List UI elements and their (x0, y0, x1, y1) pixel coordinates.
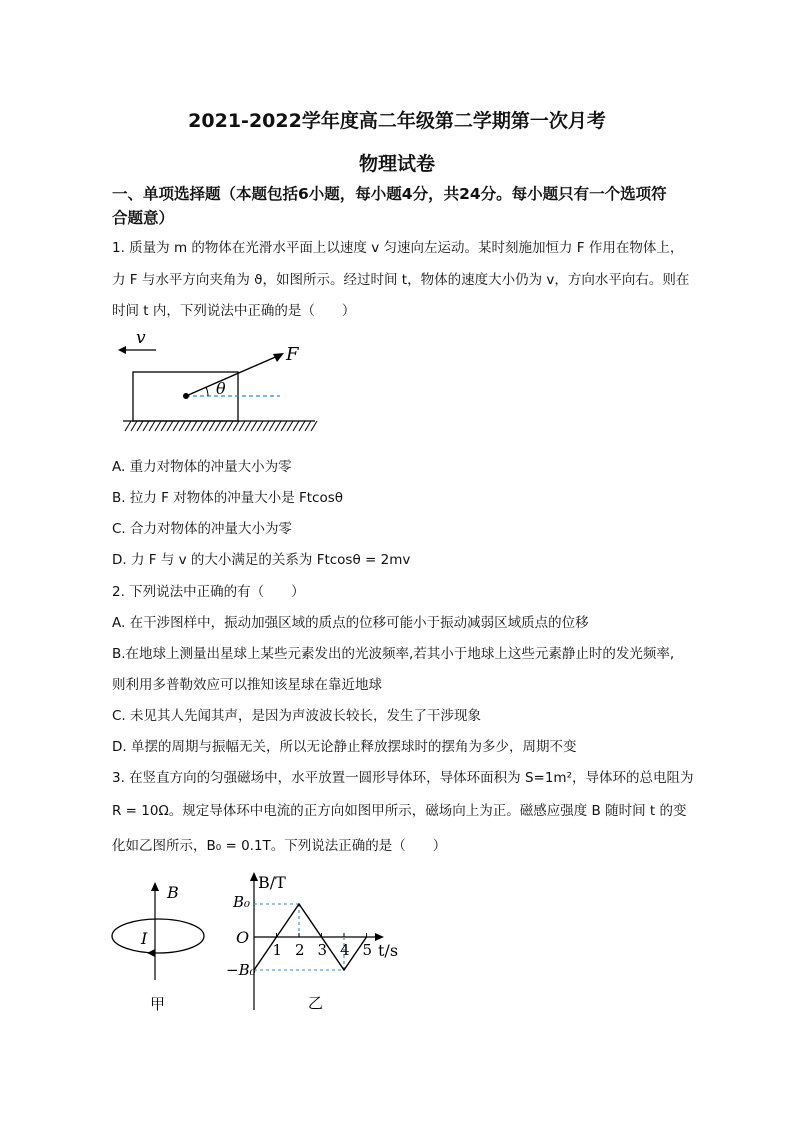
force-arrow (186, 355, 280, 396)
y-axis-arrowhead (250, 872, 258, 881)
q2-option-b-cont: 则利用多普勒效应可以推知该星球在靠近地球 (112, 677, 382, 693)
conductor-ring (112, 919, 204, 953)
x-tick-label: 2 (295, 941, 305, 959)
B-label: B (167, 883, 179, 902)
section-heading (112, 182, 702, 230)
ground-hatching (125, 421, 317, 431)
b-field-arrowhead (151, 882, 159, 891)
F-label: F (286, 344, 299, 365)
q2-option-a: A. 在干涉图样中，振动加强区域的质点的位移可能小于振动减弱区域质点的位移 (112, 615, 589, 631)
y-axis-label: B/T (258, 873, 286, 892)
q1-option-b: B. 拉力 F 对物体的冲量大小是 Ftcosθ (112, 490, 344, 506)
q3-line-1: 3. 在竖直方向的匀强磁场中，水平放置一圆形导体环，导体环面积为 S=1m²，导体环的总电阻为 (112, 770, 694, 786)
theta-label: θ (216, 379, 226, 398)
current-direction-arrowhead (147, 949, 155, 957)
x-axis-arrowhead (375, 933, 384, 941)
page-title: 2021-2022学年度高二年级第二学期第一次月考 (188, 110, 606, 132)
v-arrowhead (118, 346, 126, 354)
fig-yi-caption: 乙 (308, 994, 324, 1012)
neg-b0-label: −B₀ (226, 961, 256, 979)
page-subtitle: 物理试卷 (358, 153, 435, 175)
fig-jia (105, 878, 215, 1018)
q1-option-c: C. 合力对物体的冲量大小为零 (112, 521, 293, 537)
origin-label: O (236, 928, 250, 947)
I-label: I (141, 929, 148, 948)
angle-arc (206, 387, 208, 396)
x-axis-label: t/s (378, 941, 399, 960)
section-heading-line2: 合题意） (112, 209, 175, 227)
q1-line-3: 时间 t 内，下列说法中正确的是（ ） (112, 303, 356, 319)
q1-option-d: D. 力 F 与 v 的大小满足的关系为 Ftcosθ = 2mv (112, 552, 411, 568)
v-label: v (136, 328, 146, 348)
q1-option-a: A. 重力对物体的冲量大小为零 (112, 459, 292, 475)
q1-line-1: 1. 质量为 m 的物体在光滑水平面上以速度 v 匀速向左运动。某时刻施加恒力 F 作用在物体上， (112, 240, 684, 256)
x-tick-label: 3 (317, 941, 328, 959)
q1-line-2: 力 F 与水平方向夹角为 ϑ，如图所示。经过时间 t，物体的速度大小仍为 v，方向水平向右。则在 (112, 272, 690, 288)
q2-option-b: B.在地球上测量出星球上某些元素发出的光波频率,若其小于地球上这些元素静止时的发光频率, (112, 646, 675, 662)
b0-label: B₀ (233, 893, 251, 911)
q3-line-2: R = 10Ω。规定导体环中电流的正方向如图甲所示，磁场向上为正。磁感应强度 B 随时间 t 的变 (112, 803, 687, 819)
x-tick-label: 4 (340, 941, 350, 959)
section-heading-line1: 一、单项选择题（本题包括6小题，每小题4分，共24分。每小题只有一个选项符 (112, 185, 667, 203)
q1-figure (110, 325, 340, 440)
fig-jia-caption: 甲 (150, 995, 166, 1013)
q2-stem: 2. 下列说法中正确的有（ ） (112, 584, 305, 600)
fig-yi-chart (218, 870, 408, 1020)
q3-line-3: 化如乙图所示，B₀ = 0.1T。下列说法正确的是（ ） (112, 838, 447, 854)
q2-option-c: C. 未见其人先闻其声，是因为声波波长较长，发生了干涉现象 (112, 708, 482, 724)
x-tick-label: 1 (272, 941, 283, 959)
q2-option-d: D. 单摆的周期与振幅无关，所以无论静止释放摆球时的摆角为多少，周期不变 (112, 739, 577, 755)
x-tick-label: 5 (362, 941, 373, 959)
